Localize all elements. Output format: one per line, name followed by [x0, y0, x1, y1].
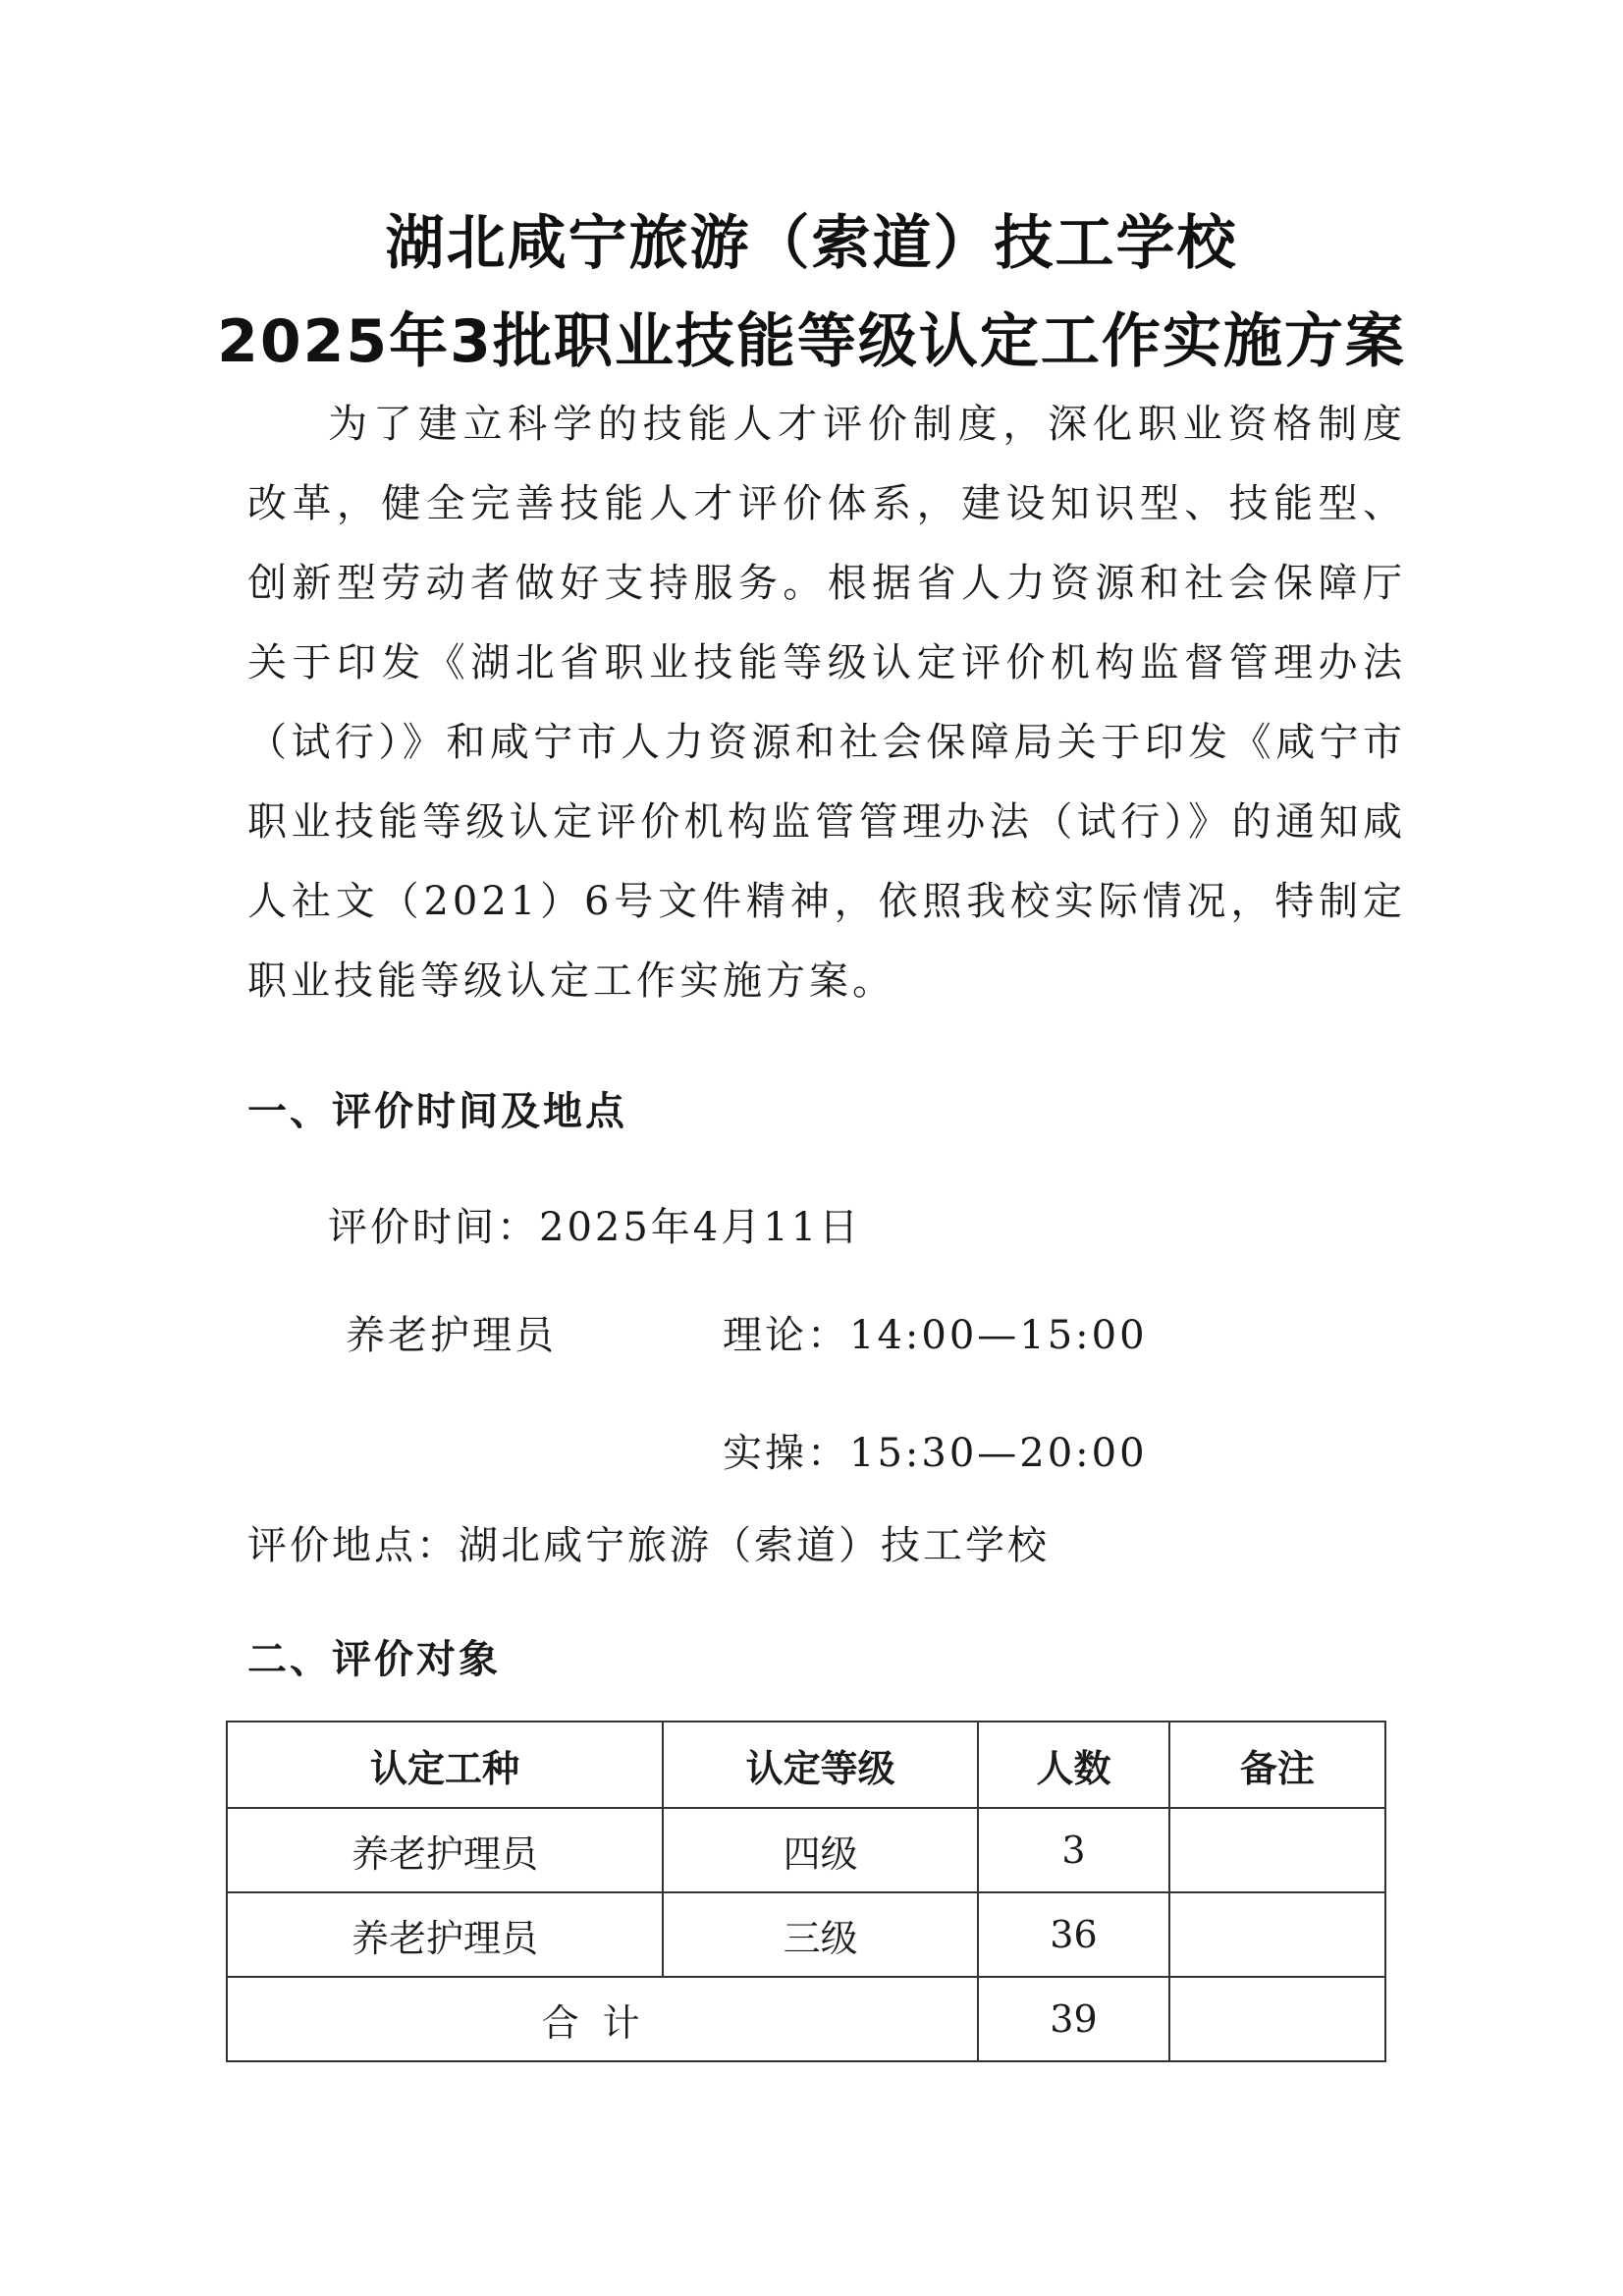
- cell-count: 36: [978, 1892, 1169, 1977]
- cell-note: [1169, 1808, 1385, 1892]
- cell-note: [1169, 1892, 1385, 1977]
- header-job-type: 认定工种: [227, 1722, 663, 1808]
- table-total-row: [227, 1977, 1385, 2061]
- total-count: 39: [978, 1977, 1169, 2061]
- cell-job-type: 养老护理员: [227, 1892, 663, 1977]
- intro-paragraph: 为了建立科学的技能人才评价制度，深化职业资格制度改革，健全完善技能人才评价体系，建设知识型、技能型、创新型劳动者做好支持服务。根据省人力资源和社会保障厅关于印发《湖北省职业技能等级认定评价机构监督管理办法（试行）》和咸宁市人力资源和社会保障局关于印发《咸宁市职业技能等级认定评价机构监管管理办法（试行）》的通知咸人社文（2021）6号文件精神，依照我校实际情况，特制定职业技能等级认定工作实施方案。: [247, 402, 1406, 1004]
- evaluation-table: [226, 1721, 1386, 2062]
- section2-heading: 二、评价对象: [247, 1637, 501, 1682]
- header-note: 备注: [1169, 1722, 1385, 1808]
- cell-level: 四级: [663, 1808, 978, 1892]
- cell-job-type: 养老护理员: [227, 1808, 663, 1892]
- total-note: [1169, 1977, 1385, 2061]
- table-row: [227, 1808, 1385, 1892]
- practice-time: 实操：15:30—20:00: [723, 1431, 1148, 1476]
- section1-heading: 一、评价时间及地点: [247, 1089, 627, 1134]
- job-name: 养老护理员: [346, 1313, 557, 1358]
- cell-count: 3: [978, 1808, 1169, 1892]
- header-count: 人数: [978, 1722, 1169, 1808]
- total-label: 合计: [227, 1977, 978, 2061]
- document-title-line1: 湖北咸宁旅游（索道）技工学校: [385, 209, 1238, 278]
- table-header-row: [227, 1722, 1385, 1808]
- eval-time: 评价时间：2025年4月11日: [328, 1205, 862, 1250]
- document-title-line2: 2025年3批职业技能等级认定工作实施方案: [217, 307, 1406, 376]
- header-level: 认定等级: [663, 1722, 978, 1808]
- cell-level: 三级: [663, 1892, 978, 1977]
- theory-time: 理论：14:00—15:00: [723, 1313, 1148, 1358]
- table-row: [227, 1892, 1385, 1977]
- eval-place: 评价地点：湖北咸宁旅游（索道）技工学校: [247, 1523, 1050, 1568]
